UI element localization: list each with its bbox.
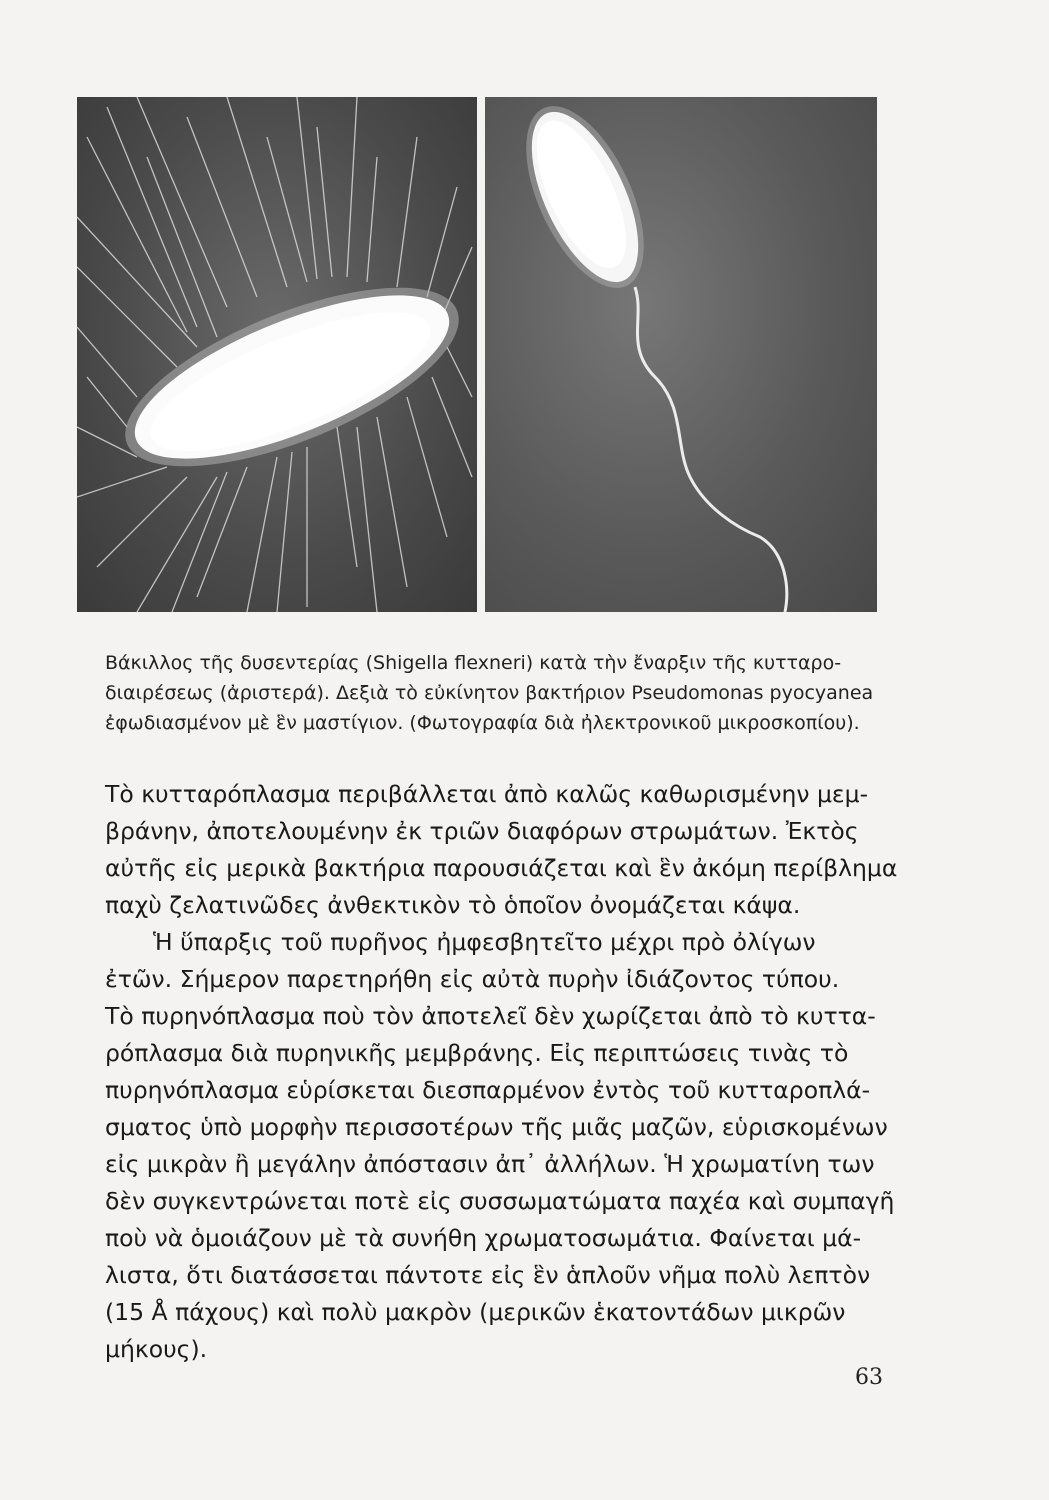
- paragraph2-line: σματος ὑπὸ μορφὴν περισσοτέρων τῆς μιᾶς μαζῶν, εὑρισκομένων: [105, 1113, 888, 1141]
- page-number: 63: [855, 1365, 883, 1390]
- paragraph2-line: ποὺ νὰ ὁμοιάζουν μὲ τὰ συνήθη χρωματοσωμάτια. Φαίνεται μά-: [105, 1224, 862, 1252]
- micrograph-figure: [77, 97, 877, 612]
- caption-line: Βάκιλλος τῆς δυσεντερίας (Shigella flexneri) κατὰ τὴν ἔναρξιν τῆς κυτταρο-: [105, 652, 842, 674]
- figure-caption: [105, 648, 925, 738]
- paragraph1-line: παχὺ ζελατινῶδες ἀνθεκτικὸν τὸ ὁποῖον ὀνομάζεται κάψα.: [105, 891, 801, 919]
- body-text: [105, 776, 920, 1368]
- caption-line: διαιρέσεως (ἀριστερά). Δεξιὰ τὸ εὐκίνητον βακτήριον Pseudomonas pyocyanea: [105, 682, 874, 704]
- shigella-micrograph: [77, 97, 477, 612]
- paragraph1-line: αὐτῆς εἰς μερικὰ βακτήρια παρουσιάζεται καὶ ἓν ἀκόμη περίβλημα: [105, 854, 898, 882]
- paragraph2-line: εἰς μικρὰν ἢ μεγάλην ἀπόστασιν ἀπ᾽ ἀλλήλων. Ἡ χρωματίνη των: [105, 1150, 875, 1178]
- shigella-bacterium-drawing: [77, 97, 477, 612]
- paragraph2-line: (15 Å πάχους) καὶ πολὺ μακρὸν (μερικῶν ἑκατοντάδων μικρῶν: [105, 1298, 846, 1326]
- paragraph1-line: Τὸ κυτταρόπλασμα περιβάλλεται ἀπὸ καλῶς καθωρισμένην μεμ-: [105, 780, 869, 808]
- paragraph2-line: ἐτῶν. Σήμερον παρετηρήθη εἰς αὐτὰ πυρὴν ἰδιάζοντος τύπου.: [105, 965, 840, 993]
- paragraph2-line: Τὸ πυρηνόπλασμα ποὺ τὸν ἀποτελεῖ δὲν χωρίζεται ἀπὸ τὸ κυττα-: [105, 1002, 876, 1030]
- paragraph2-line: λιστα, ὅτι διατάσσεται πάντοτε εἰς ἓν ἁπλοῦν νῆμα πολὺ λεπτὸν: [105, 1261, 871, 1289]
- paragraph1-line: βράνην, ἀποτελουμένην ἐκ τριῶν διαφόρων στρωμάτων. Ἐκτὸς: [105, 817, 859, 845]
- paragraph2-line: μήκους).: [105, 1335, 208, 1363]
- pseudomonas-micrograph: [485, 97, 877, 612]
- paragraph2-line: Ἡ ὕπαρξις τοῦ πυρῆνος ἠμφεσβητεῖτο μέχρι πρὸ ὀλίγων: [153, 928, 816, 956]
- caption-line: ἐφωδιασμένον μὲ ἓν μαστίγιον. (Φωτογραφία διὰ ἠλεκτρονικοῦ μικροσκοπίου).: [105, 712, 860, 734]
- paragraph2-line: ρόπλασμα διὰ πυρηνικῆς μεμβράνης. Εἰς περιπτώσεις τινὰς τὸ: [105, 1039, 849, 1067]
- paragraph2-line: δὲν συγκεντρώνεται ποτὲ εἰς συσσωματώματα παχέα καὶ συμπαγῆ: [105, 1187, 895, 1215]
- flagellum-line: [635, 287, 787, 612]
- pseudomonas-bacterium-drawing: [485, 97, 877, 612]
- paragraph2-line: πυρηνόπλασμα εὑρίσκεται διεσπαρμένον ἐντὸς τοῦ κυτταροπλά-: [105, 1076, 871, 1104]
